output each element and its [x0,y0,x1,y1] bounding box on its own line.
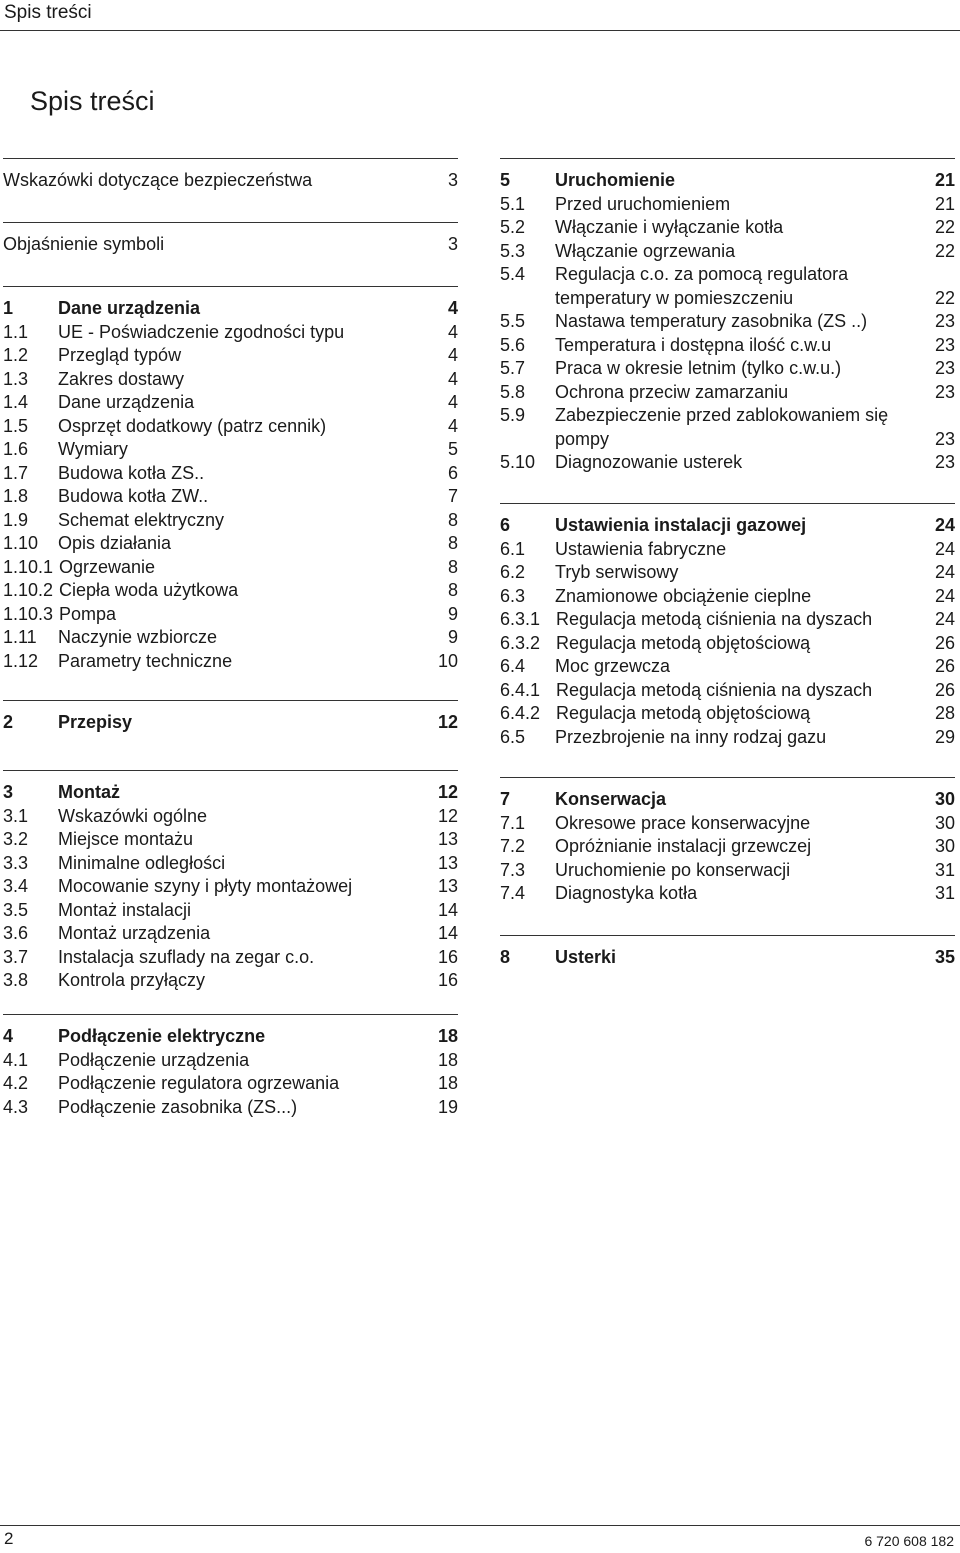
footer-page-number: 2 [4,1529,14,1548]
toc-entry-page: 26 [934,632,955,653]
toc-entry-number: 5.3 [500,240,526,261]
toc-section [3,770,458,990]
toc-entry-number: 1.2 [3,345,29,365]
toc-entry[interactable] [3,922,458,946]
header-divider [0,30,960,31]
toc-entry[interactable] [500,451,955,475]
toc-entry[interactable] [500,812,955,836]
toc-entry-page: 23 [934,358,955,378]
toc-entry-title: Miejsce montażu [58,829,194,849]
toc-entry-title: Usterki [555,947,617,967]
toc-entry-number: 4.1 [3,1049,29,1070]
toc-entry-title: temperatury w pomieszczeniu [555,287,794,308]
toc-entry-page: 26 [934,656,955,676]
toc-entry-page: 18 [437,1049,458,1070]
toc-section [3,1014,458,1117]
toc-entry-page: 23 [934,428,955,449]
toc-entry-title: Regulacja metodą objętościową [556,632,811,653]
toc-entry-title: Parametry techniczne [58,650,233,671]
toc-entry-page: 24 [934,538,955,559]
toc-entry-number: 6 [500,515,511,535]
toc-entry-number: 6.3 [500,585,526,606]
toc-entry[interactable] [3,1096,458,1120]
toc-entry-page: 12 [437,712,458,732]
toc-entry[interactable] [500,835,955,859]
toc-entry-page: 16 [437,946,458,967]
toc-entry-title: Diagnozowanie usterek [555,452,743,472]
toc-entry-number: 7.4 [500,883,526,903]
toc-entry[interactable] [3,805,458,829]
toc-entry-number: 7 [500,789,511,809]
toc-entry-title: Podłączenie regulatora ogrzewania [58,1073,340,1093]
toc-entry-number: 3.2 [3,829,29,849]
toc-entry-page: 23 [934,311,955,331]
toc-entry-title: Objaśnienie symboli [3,234,165,254]
toc-entry-page: 23 [934,452,955,472]
toc-entry-title: Opis działania [58,533,172,553]
toc-entry[interactable] [3,368,458,392]
toc-entry-title: Przed uruchomieniem [555,193,731,214]
toc-entry-title: Nastawa temperatury zasobnika (ZS ..) [555,311,868,331]
toc-entry-number: 1.3 [3,368,29,389]
toc-entry-page: 23 [934,334,955,355]
toc-entry-page: 8 [447,580,458,600]
toc-entry-title: Mocowanie szyny i płyty montażowej [58,876,353,896]
toc-entry-number: 1.9 [3,509,29,530]
toc-entry-page: 21 [934,193,955,214]
toc-entry-number: 6.2 [500,562,526,582]
toc-entry-page: 30 [934,836,955,856]
toc-entry-title: Dane urządzenia [58,298,201,318]
toc-entry-title: Zabezpieczenie przed zablokowaniem się [555,405,889,425]
toc-entry-title: Ciepła woda użytkowa [59,580,239,600]
toc-entry-page: 35 [934,947,955,967]
toc-chapter-entry[interactable] [500,788,955,812]
toc-entry-number: 1.10.2 [3,580,54,600]
toc-entry-number: 6.3.1 [500,609,541,629]
toc-entry-title: Konserwacja [555,789,667,809]
toc-entry-page: 3 [447,234,458,254]
toc-entry-title: Włączanie i wyłączanie kotła [555,217,784,237]
toc-chapter-entry[interactable] [500,946,955,970]
toc-entry[interactable] [3,946,458,970]
toc-entry-page: 9 [447,627,458,647]
toc-entry[interactable] [500,561,955,585]
toc-entry-number: 1.4 [3,392,29,412]
toc-chapter-entry[interactable] [3,297,458,321]
toc-entry-title: Kontrola przyłączy [58,970,206,990]
toc-entry-title: Diagnostyka kotła [555,883,698,903]
toc-entry[interactable] [3,532,458,556]
toc-entry-number: 1 [3,298,14,318]
toc-entry-title: Montaż instalacji [58,899,192,920]
toc-entry[interactable] [500,632,955,656]
toc-section [500,777,955,903]
toc-entry[interactable] [3,650,458,674]
toc-entry-title: Znamionowe obciążenie cieplne [555,585,812,606]
toc-entry-number: 5.4 [500,264,526,284]
toc-entry-page: 19 [437,1096,458,1117]
toc-entry-number: 6.4.1 [500,679,541,700]
toc-entry-number: 1.11 [3,627,37,647]
toc-entry-number: 3.8 [3,970,29,990]
toc-entry-page: 30 [934,812,955,833]
toc-section [3,222,458,254]
toc-entry[interactable] [3,391,458,415]
toc-entry-title: Temperatura i dostępna ilość c.w.u [555,334,832,355]
toc-entry[interactable] [500,381,955,405]
toc-entry[interactable] [3,626,458,650]
toc-entry-title: Podłączenie elektryczne [58,1026,266,1046]
toc-entry-title: Regulacja c.o. za pomocą regulatora [555,264,849,284]
toc-entry-page: 9 [447,603,458,624]
toc-entry-title: Podłączenie urządzenia [58,1049,250,1070]
toc-entry-page: 8 [447,556,458,577]
toc-entry-number: 1.5 [3,415,29,436]
toc-entry-title: Wskazówki ogólne [58,805,208,826]
toc-entry-title: Zakres dostawy [58,368,185,389]
toc-entry-title: Minimalne odległości [58,852,226,873]
toc-entry-number: 5.10 [500,452,536,472]
toc-entry[interactable] [3,438,458,462]
toc-entry-title: Montaż [58,782,120,802]
toc-entry-title: Tryb serwisowy [555,562,679,582]
toc-entry-number: 8 [500,947,511,967]
page-title: Spis treści [30,86,155,116]
toc-entry[interactable] [500,404,955,428]
toc-entry-page: 16 [437,970,458,990]
toc-entry-page: 31 [934,883,955,903]
toc-entry-page: 12 [437,805,458,826]
toc-entry-page: 22 [934,240,955,261]
running-header: Spis treści [4,2,92,23]
toc-entry-page: 5 [447,439,458,459]
toc-entry-number: 3.5 [3,899,29,920]
toc-entry-title: Praca w okresie letnim (tylko c.w.u.) [555,358,842,378]
toc-entry[interactable] [500,263,955,287]
toc-entry-title: Okresowe prace konserwacyjne [555,812,811,833]
toc-entry-page: 8 [447,533,458,553]
toc-entry[interactable] [3,1072,458,1096]
toc-entry[interactable] [500,310,955,334]
toc-entry[interactable] [3,321,458,345]
toc-entry-number: 5.1 [500,193,526,214]
toc-entry[interactable] [3,1049,458,1073]
toc-entry-number: 1.10 [3,533,39,553]
toc-entry-number: 1.6 [3,439,29,459]
toc-entry-number: 1.10.1 [3,556,54,577]
toc-chapter-entry[interactable] [3,1025,458,1049]
toc-entry[interactable] [3,852,458,876]
toc-entry-number: 3.4 [3,876,29,896]
toc-entry-title: Regulacja metodą ciśnienia na dyszach [556,609,873,629]
toc-entry[interactable] [500,859,955,883]
toc-entry-title: Ustawienia instalacji gazowej [555,515,807,535]
toc-entry[interactable] [3,579,458,603]
toc-entry[interactable] [500,655,955,679]
toc-entry-title: Przezbrojenie na inny rodzaj gazu [555,726,827,747]
toc-entry[interactable] [3,485,458,509]
toc-entry-page: 23 [934,381,955,402]
toc-entry-number: 6.1 [500,538,526,559]
toc-entry-page: 4 [447,345,458,365]
toc-entry-number: 3 [3,782,14,802]
toc-entry-page: 13 [437,852,458,873]
toc-entry-title: Wymiary [58,439,128,459]
toc-entry-page: 13 [437,829,458,849]
toc-entry[interactable] [500,240,955,264]
toc-chapter-entry[interactable] [3,781,458,805]
toc-entry-title: Podłączenie zasobnika (ZS...) [58,1096,298,1117]
toc-entry[interactable] [500,585,955,609]
toc-entry-page: 4 [447,392,458,412]
toc-entry-number: 5 [500,170,511,190]
toc-chapter-entry[interactable] [3,711,458,735]
toc-entry-page: 26 [934,679,955,700]
toc-entry[interactable] [500,193,955,217]
toc-section [3,158,458,190]
toc-entry-page: 4 [447,368,458,389]
toc-entry[interactable] [500,216,955,240]
toc-entry-page: 29 [934,726,955,747]
toc-entry-page: 12 [437,782,458,802]
toc-entry-title: Przepisy [58,712,133,732]
toc-entry-page: 4 [447,321,458,342]
toc-entry-title: Uruchomienie [555,170,676,190]
toc-entry-number: 1.12 [3,650,39,671]
toc-entry-title: Naczynie wzbiorcze [58,627,218,647]
toc-entry[interactable] [500,538,955,562]
toc-entry-number: 4.2 [3,1073,29,1093]
toc-entry-number: 7.1 [500,812,526,833]
toc-entry-number: 2 [3,712,14,732]
toc-entry-title: Osprzęt dodatkowy (patrz cennik) [58,415,327,436]
toc-entry[interactable] [3,603,458,627]
toc-entry-number: 5.7 [500,358,526,378]
toc-entry-title: Budowa kotła ZS.. [58,462,205,483]
toc-entry-number: 5.8 [500,381,526,402]
toc-entry-page: 6 [447,462,458,483]
toc-entry-title: Opróżnianie instalacji grzewczej [555,836,812,856]
toc-entry-title: Ochrona przeciw zamarzaniu [555,381,789,402]
toc-entry-number: 1.8 [3,486,29,506]
toc-entry-number: 1.7 [3,462,29,483]
toc-entry[interactable] [500,608,955,632]
toc-entry-page: 18 [437,1073,458,1093]
toc-entry-number: 5.9 [500,405,526,425]
toc-entry-page: 13 [437,876,458,896]
toc-entry[interactable] [500,679,955,703]
toc-entry[interactable] [3,169,458,193]
toc-entry-number: 6.5 [500,726,526,747]
footer-document-code: 6 720 608 182 [864,1533,954,1549]
toc-section [3,700,458,732]
toc-entry-number: 4.3 [3,1096,29,1117]
toc-entry[interactable] [500,882,955,906]
toc-entry-page: 10 [437,650,458,671]
toc-entry-number: 7.2 [500,836,526,856]
toc-entry[interactable] [3,344,458,368]
toc-entry-number: 6.3.2 [500,632,541,653]
toc-entry-page: 24 [934,562,955,582]
toc-entry-number: 3.1 [3,805,29,826]
footer-divider [0,1525,960,1526]
toc-entry-page: 3 [447,170,458,190]
toc-entry[interactable] [500,357,955,381]
toc-entry-number: 3.7 [3,946,29,967]
toc-entry-number: 5.2 [500,217,526,237]
toc-entry[interactable] [500,726,955,750]
toc-entry-title: pompy [555,428,610,449]
toc-entry-page: 8 [447,509,458,530]
toc-entry-title: Budowa kotła ZW.. [58,486,209,506]
toc-entry-title: Regulacja metodą objętościową [556,703,811,723]
toc-entry[interactable] [3,233,458,257]
toc-entry[interactable] [3,509,458,533]
toc-entry[interactable] [3,462,458,486]
toc-entry[interactable] [500,428,955,452]
toc-entry-page: 28 [934,703,955,723]
toc-entry[interactable] [3,875,458,899]
toc-entry-number: 1.1 [3,321,29,342]
toc-entry-number: 6.4.2 [500,703,541,723]
toc-entry-page: 22 [934,217,955,237]
toc-entry-title: Włączanie ogrzewania [555,240,736,261]
toc-entry-title: Ustawienia fabryczne [555,538,727,559]
toc-entry-number: 1.10.3 [3,603,54,624]
toc-entry[interactable] [3,969,458,993]
toc-entry[interactable] [3,556,458,580]
toc-entry-page: 22 [934,287,955,308]
toc-entry-number: 4 [3,1026,14,1046]
toc-entry-title: Moc grzewcza [555,656,671,676]
toc-entry[interactable] [3,828,458,852]
toc-entry-title: Wskazówki dotyczące bezpieczeństwa [3,170,313,190]
toc-entry-page: 31 [934,859,955,880]
toc-entry-page: 14 [437,899,458,920]
toc-chapter-entry[interactable] [500,169,955,193]
toc-entry-page: 4 [447,298,458,318]
toc-entry-page: 24 [934,515,955,535]
toc-entry-page: 7 [447,486,458,506]
toc-entry-title: Schemat elektryczny [58,509,225,530]
toc-entry[interactable] [3,415,458,439]
toc-entry-title: Przegląd typów [58,345,182,365]
toc-entry-title: Dane urządzenia [58,392,195,412]
toc-entry-page: 24 [934,585,955,606]
toc-section [500,158,955,472]
toc-section [3,286,458,671]
toc-entry-title: Regulacja metodą ciśnienia na dyszach [556,679,873,700]
toc-entry-page: 4 [447,415,458,436]
toc-entry[interactable] [500,334,955,358]
toc-chapter-entry[interactable] [500,514,955,538]
toc-entry-page: 24 [934,609,955,629]
toc-entry-number: 5.5 [500,311,526,331]
toc-entry-title: Pompa [59,603,117,624]
toc-entry-number: 3.6 [3,923,29,943]
toc-entry[interactable] [500,702,955,726]
toc-entry-title: Uruchomienie po konserwacji [555,859,791,880]
toc-entry-page: 30 [934,789,955,809]
toc-entry-number: 6.4 [500,656,526,676]
toc-entry[interactable] [500,287,955,311]
toc-entry-title: UE - Poświadczenie zgodności typu [58,321,345,342]
toc-section [500,503,955,747]
toc-entry-page: 21 [934,170,955,190]
toc-entry-number: 5.6 [500,334,526,355]
toc-entry[interactable] [3,899,458,923]
toc-entry-title: Ogrzewanie [59,556,156,577]
toc-entry-title: Instalacja szuflady na zegar c.o. [58,946,315,967]
toc-entry-page: 18 [437,1026,458,1046]
toc-section [500,935,955,967]
toc-entry-number: 7.3 [500,859,526,880]
toc-entry-title: Montaż urządzenia [58,923,211,943]
toc-entry-number: 3.3 [3,852,29,873]
toc-entry-page: 14 [437,923,458,943]
